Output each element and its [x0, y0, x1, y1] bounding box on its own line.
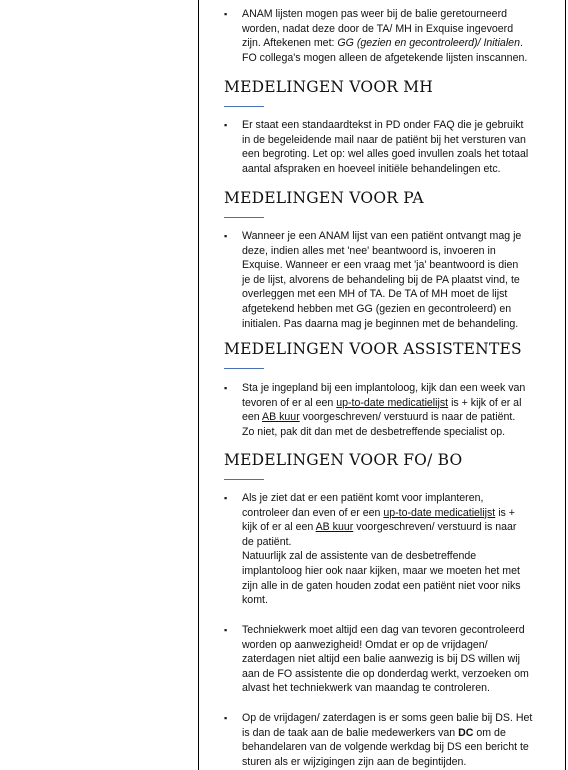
text-run: Er staat een standaardtekst in PD onder FAQ die je gebruikt	[242, 119, 524, 131]
page-right-border	[565, 0, 566, 770]
italic-term: GG (gezien en gecontroleerd)/ Initialen	[337, 37, 520, 50]
section-heading-text: MEDELINGEN VOOR ASSISTENTES	[224, 340, 522, 358]
bullet-item	[224, 229, 562, 331]
bullet-marker-icon: ▪	[224, 231, 228, 241]
text-line	[242, 623, 562, 638]
text-run: tevoren of er al een	[242, 396, 337, 409]
underlined-term: AB kuur	[262, 411, 300, 424]
bullet-item	[224, 381, 562, 439]
text-run: om de	[473, 726, 506, 739]
bold-term: DC	[458, 726, 474, 739]
text-run: aan de FO assistente die op donderdag werkt, verzoeken om	[242, 667, 529, 680]
text-run: zaterdagen niet altijd een balie aanwezig is bij DS willen wij	[242, 653, 520, 666]
text-run: .	[519, 37, 523, 50]
text-run: Wanneer je een ANAM lijst van een patiënt ontvangt mag je	[242, 230, 522, 242]
section-heading-mh	[224, 78, 433, 115]
bullet-marker-icon: ▪	[224, 9, 228, 19]
underlined-term: up-to-date medicatielijst	[336, 396, 449, 409]
text-run: Op de vrijdagen/ zaterdagen is er soms geen balie bij DS. Het	[242, 712, 533, 724]
text-run: initialen. Pas daarna mag je beginnen met de behandeling.	[242, 317, 519, 330]
text-run: een begroting. Let op: wel alles goed invullen zoals het totaal	[242, 148, 529, 161]
bullet-marker-icon: ▪	[224, 383, 228, 393]
text-line	[242, 593, 562, 608]
bullet-marker-icon: ▪	[224, 625, 228, 635]
text-line	[242, 133, 562, 148]
bullet-item	[224, 711, 562, 769]
text-run: Als je ziet dat er een patiënt komt voor implanteren,	[242, 492, 484, 504]
text-line	[242, 579, 562, 594]
heading-underline	[224, 217, 264, 218]
section-heading-assistentes	[224, 340, 522, 377]
heading-underline	[224, 368, 264, 369]
text-run: zijn alle in de gaten houden zodat een patiënt niet voor niks	[242, 579, 521, 592]
page-left-border	[198, 0, 199, 770]
text-run: sturen als er wijzigingen zijn aan de begintijden.	[242, 755, 467, 768]
text-line	[242, 36, 562, 51]
text-line	[242, 638, 562, 653]
text-run: Techniekwerk moet altijd een dag van tevoren gecontroleerd	[242, 624, 525, 636]
text-line	[242, 740, 562, 755]
text-run: alvast het techniekwerk van maandag te controleren.	[242, 682, 490, 695]
section-heading-text: MEDELINGEN VOOR MH	[224, 78, 434, 96]
text-line	[242, 258, 562, 273]
text-run: zijn. Aftekenen met:	[242, 37, 338, 50]
text-line	[242, 667, 562, 682]
text-line	[242, 535, 562, 550]
text-line	[242, 51, 562, 66]
text-run: kijk of er al een	[242, 521, 316, 534]
text-run: in de begeleidende mail naar de patiënt bij het versturen van	[242, 133, 526, 146]
text-run: komt.	[242, 594, 268, 607]
text-line	[242, 425, 562, 440]
text-line	[242, 244, 562, 259]
text-line	[242, 652, 562, 667]
text-line	[242, 162, 562, 177]
underlined-term: AB kuur	[315, 521, 354, 534]
text-line	[242, 711, 562, 726]
text-run: je de lijst, alvorens de behandeling bij de PA plaatst vind, te	[242, 273, 520, 286]
section-heading-text: MEDELINGEN VOOR PA	[224, 189, 424, 207]
text-run: controleer dan even of er een	[242, 506, 384, 519]
text-line	[242, 7, 562, 22]
text-run: afgetekend hebben met GG (gezien en gecontroleerd) en	[242, 302, 512, 315]
bullet-item	[224, 7, 562, 65]
text-run: de patiënt.	[242, 535, 292, 548]
text-line	[242, 381, 562, 396]
text-run: FO collega's mogen alleen de afgetekende lijsten inscannen.	[242, 51, 528, 64]
bullet-item	[224, 118, 562, 176]
text-line	[242, 755, 562, 770]
text-run: worden op aanwezigheid! Omdat er op de vrijdagen/	[242, 638, 488, 651]
text-run: Zo niet, pak dit dan met de desbetreffende specialist op.	[242, 425, 506, 438]
bullet-marker-icon: ▪	[224, 493, 228, 503]
text-run: deze, indien alles met 'nee' beantwoord is, invoeren in	[242, 244, 496, 257]
bullet-item	[224, 491, 562, 608]
text-line	[242, 726, 562, 741]
text-line	[242, 273, 562, 288]
text-line	[242, 564, 562, 579]
text-run: Natuurlijk zal de assistente van de desbetreffende	[242, 550, 477, 563]
text-run: Sta je ingepland bij een implantoloog, kijk dan een week van	[242, 382, 526, 394]
bullet-item	[224, 623, 562, 696]
text-run: aantal afspraken en hoeveel initiële behandelingen etc.	[242, 162, 501, 175]
underlined-term: up-to-date medicatielijst	[383, 506, 496, 519]
text-run: is dan de taak aan de balie medewerkers van	[242, 726, 459, 739]
text-line	[242, 229, 562, 244]
text-run: is +	[495, 506, 515, 519]
section-heading-fo_bo	[224, 451, 462, 488]
text-line	[242, 396, 562, 411]
bullet-marker-icon: ▪	[224, 120, 228, 130]
heading-underline	[224, 479, 264, 480]
text-run: voorgeschreven/ verstuurd is naar de patiënt.	[299, 411, 516, 424]
bullet-marker-icon: ▪	[224, 713, 228, 723]
text-line	[242, 681, 562, 696]
text-run: voorgeschreven/ verstuurd is naar	[353, 521, 517, 534]
text-run: Exquise. Wanneer er een vraag met 'ja' beantwoord is dien	[242, 259, 519, 272]
text-run: overleggen met een MH of TA. De TA of MH moet de lijst	[242, 288, 508, 301]
text-line	[242, 491, 562, 506]
text-line	[242, 410, 562, 425]
text-run: is + kijk of er al	[448, 396, 522, 409]
text-line	[242, 302, 562, 317]
text-line	[242, 118, 562, 133]
text-line	[242, 549, 562, 564]
text-line	[242, 520, 562, 535]
heading-underline	[224, 106, 264, 107]
text-run: worden, nadat deze door de TA/ MH in Exquise ingevoerd	[242, 22, 514, 35]
text-line	[242, 147, 562, 162]
text-run: behandelaren van de volgende werkdag bij DS een bericht te	[242, 741, 529, 754]
text-line	[242, 287, 562, 302]
section-heading-pa	[224, 189, 424, 226]
text-run: implantoloog hier ook naar kijken, maar we moeten het met	[242, 564, 520, 577]
text-run: een	[242, 411, 263, 424]
text-line	[242, 22, 562, 37]
text-line	[242, 317, 562, 332]
text-run: ANAM lijsten mogen pas weer bij de balie geretourneerd	[242, 8, 507, 20]
section-heading-text: MEDELINGEN VOOR FO/ BO	[224, 451, 463, 469]
text-line	[242, 506, 562, 521]
